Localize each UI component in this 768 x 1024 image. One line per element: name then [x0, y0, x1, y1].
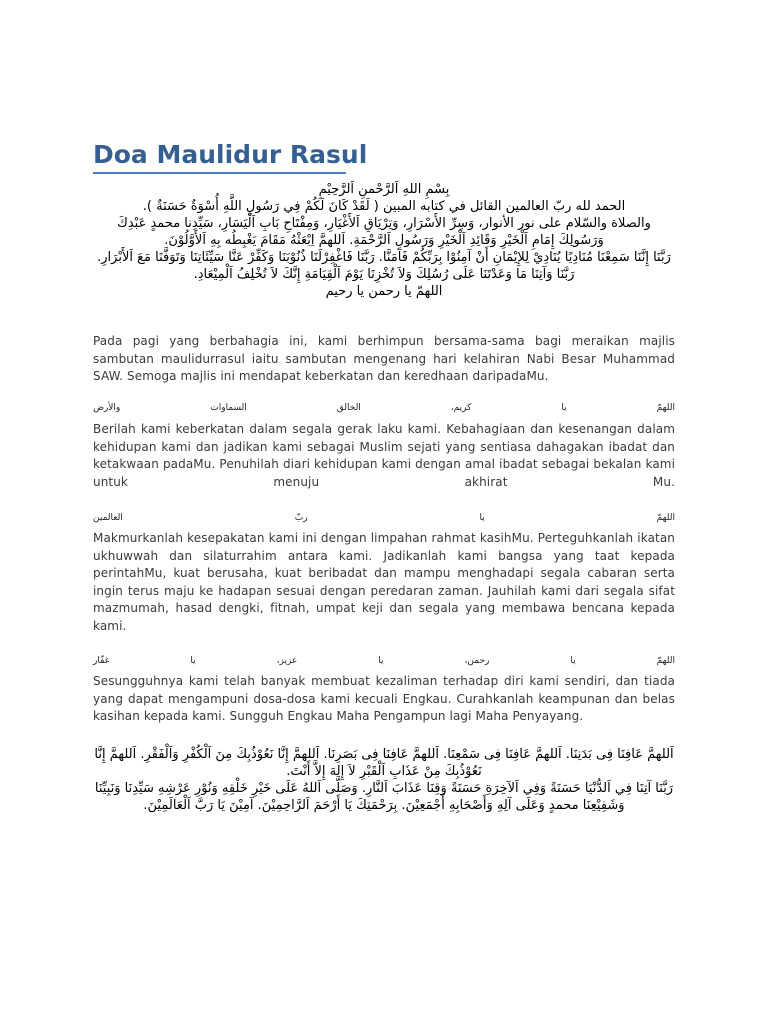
basmalah: بِسْمِ اللهِ اَلرَّحْمنِ اَلرَّحِيْمِ — [318, 182, 450, 197]
paragraph-1: Pada pagi yang berbahagia ini, kami berhimpun bersama-sama bagi meraikan majlis sambutan maulidurrasul iaitu sambutan mengenang hari kelahiran Nabi Besar Muhammad SAW. Semoga majlis ini mendapat keberkatan dan keredhaan daripadaMu. — [93, 334, 675, 384]
document-title: Doa Maulidur Rasul — [93, 140, 368, 169]
closing-arabic-block — [93, 746, 675, 814]
invocation-word: والأرض — [93, 403, 121, 413]
title-underline — [93, 172, 346, 174]
invocation-word: ربّ — [294, 513, 308, 523]
invocation-word: يا — [561, 403, 567, 413]
invocation-line-3 — [93, 656, 675, 670]
invocation-word: رحمن، — [464, 656, 490, 666]
invocation-word: غفّار — [93, 656, 110, 666]
invocation-word: يا — [570, 656, 576, 666]
invocation-line-2 — [93, 513, 675, 527]
paragraph-4: Sesungguhnya kami telah banyak membuat kezaliman terhadap diri kami sendiri, dan tiada yang dapat mengampuni dosa-dosa kami kecuali Engkau. Curahkanlah keampunan dan belas kasihan kepada kami. Sungguh Engkau Maha Pengampun lagi Maha Penyayang. — [93, 674, 675, 724]
opening-line-salawat: والصلاة والسّلام على نور الأنوار، وَسِرِّ الأَسْرَارِ، وَتِرْيَاقِ اَلأَغْيَارِ، وَمِفْتَاحِ بَابِ اَلْيَسَارِ، سَيِّدِنا محمدٍ عَبْدِكَ وَرَسُولِكَ إِمَامِ اَلْخَيْرِ وَقَائِدِ اَلْخَيْرِ وَرَسُولِ اَلرَّحْمَةِ. اَللهمَّ اِبْعَثْهُ مَقَامَ يَغْبِطُه بِهِ اَلأَوَّلُوْنَ. — [117, 216, 651, 248]
opening-line-hamd: الحمد لله ربّ العالمين القائل في كتابه المبين ( لَقَدْ كَانَ لَكُمْ فِي رَسُولِ اللَّهِ أُسْوَةٌ حَسَنَةٌ ). — [142, 199, 626, 214]
invocation-word: كريم، — [450, 403, 472, 413]
invocation-word: السماوات — [210, 403, 247, 413]
invocation-word: الخالق — [336, 403, 361, 413]
opening-line-ya-rahman: اللهمّ يا رحمن يا رحيم — [325, 284, 443, 299]
invocation-word: العالمين — [93, 513, 123, 523]
paragraph-2: Berilah kami keberkatan dalam segala gerak laku kami. Kebahagiaan dan kesenangan dalam kehidupan kami dan jadikan kami sebagai Muslim sejati yang sentiasa dahagakan ibadat dan ketakwaan padaMu. Penuhilah diari kehidupan kami dengan amal ibadat sebagai bekalan kami untuk menuju akhirat Mu. — [93, 422, 675, 489]
invocation-word: يا — [378, 656, 384, 666]
invocation-word: اللهمّ — [656, 656, 675, 666]
invocation-word: اللهمّ — [656, 403, 675, 413]
opening-arabic-block — [93, 181, 675, 300]
invocation-line-1 — [93, 403, 675, 417]
invocation-word: عزيز، — [276, 656, 298, 666]
paragraph-3: Makmurkanlah kesepakatan kami ini dengan limpahan rahmat kasihMu. Perteguhkanlah ikatan ukhuwwah dan silaturrahim antara kami. Jadikanlah kami bangsa yang taat kepada perintahMu, kuat berusaha, kuat beribadat dan mampu menghadapi segala cabaran serta ingin terus maju ke hadapan sesuai dengan peredaran zaman. Jauhilah kami dari segala sifat mazmumah, hasad dengki, fitnah, umpat keji dan segala yang membawa bencana kepada kami. — [93, 531, 675, 633]
closing-line-rabbana-atina: رَبَّنَا آتِنَا فِي اَلدُّنْيَا حَسَنَةً وَفِي اَلآخِرَةِ حَسَنَةً وَقِنَا عَذَابَ اَلنَّارِ. وَصَلَّى اَللهُ عَلَى خَيْرِ خَلْقِهِ وَنُوْرِ عَرْشِهِ سَيِّدِنَا وَنَبِيِّنَا وَشَفِيْعِنَا محمدٍ وَعَلَى آلِهِ وَأَصْحَابِهِ أَجْمَعِيْنَ. بِرَحْمَتِكَ يَا أَرْحَمَ اَلرَّاحِمِيْنَ. آمِيْنَ يَا رَبَّ اَلْعَالَمِيْنَ. — [94, 781, 674, 813]
invocation-word: يا — [479, 513, 485, 523]
closing-line-afina: اَللهمَّ عَافِنَا فِى بَدَنِنَا. اَللهمَّ عَافِنَا فِى سَمْعِنَا. اَللهمَّ عَافِنَا فِى بَصَرِنَا. اَللهمَّ إِنَّا نَعُوْذُبِكَ مِنَ اَلْكُفْرِ وَاَلْفَقْرِ. اَللهمَّ إِنَّا نَعُوْذُبِكَ مِنْ عَذَابِ اَلْقَبْرِ لاَ إِلهَ إِلاَّ أَنْتَ. — [94, 747, 674, 779]
invocation-word: يا — [190, 656, 196, 666]
invocation-word: اللهمّ — [656, 513, 675, 523]
opening-line-rabbana: رَبَّنَا إِنَّنَا سَمِعْنَا مُنَادِيًا يُنَادِيْ لِلإِيْمَانِ أَنْ آمِنُوْا بِرَبِّكُمْ فَآمَنَّا. رَبَّنَا فَاغْفِرْلَنَا ذُنُوْبَنَا وَكَفِّرْ عَنَّا سَيِّئَاتِنَا وَتَوَفَّنَا مَعَ اَلأَبْرَارِ. رَبَّنَا وَآتِنَا مَا وَعَدْتَنَا عَلَى رُسُلِكَ وَلاَ تُخْزِنَا يَوْمَ اَلْقِيَامَةِ إِنَّكَ لاَ تُخْلِفُ اَلْمِيْعَادِ. — [97, 250, 671, 282]
